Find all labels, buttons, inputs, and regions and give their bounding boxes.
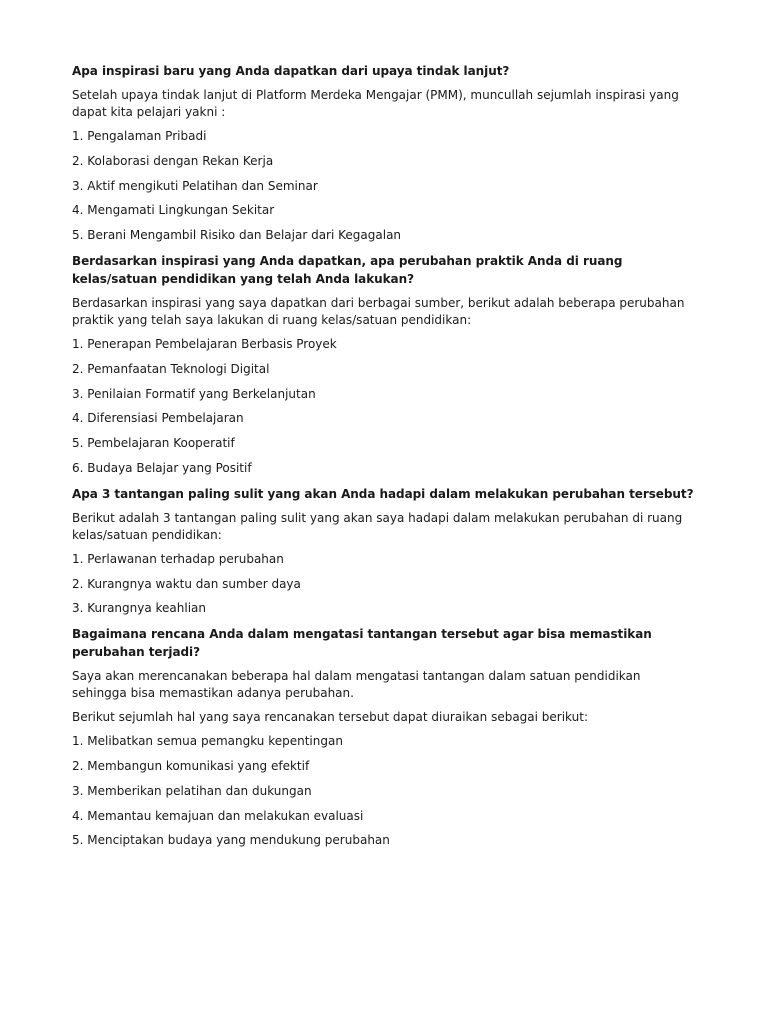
section-paragraph: Berikut adalah 3 tantangan paling sulit yang akan saya hadapi dalam melakukan perubahan di ruang kelas/satuan pendidikan: — [72, 510, 683, 542]
list-item: 3. Kurangnya keahlian — [72, 601, 207, 616]
list-item: 2. Kolaborasi dengan Rekan Kerja — [72, 153, 274, 168]
list-item: 3. Aktif mengikuti Pelatihan dan Seminar — [72, 178, 318, 193]
list-item: 2. Kurangnya waktu dan sumber daya — [72, 576, 301, 591]
list-item: 1. Melibatkan semua pemangku kepentingan — [72, 734, 343, 749]
numbered-list — [72, 733, 696, 849]
list-item: 5. Menciptakan budaya yang mendukung perubahan — [72, 833, 390, 848]
list-item: 2. Pemanfaatan Teknologi Digital — [72, 361, 270, 376]
list-item: 3. Penilaian Formatif yang Berkelanjutan — [72, 386, 316, 401]
list-item: 1. Perlawanan terhadap perubahan — [72, 551, 284, 566]
section-heading: Berdasarkan inspirasi yang Anda dapatkan, apa perubahan praktik Anda di ruang kelas/satuan pendidikan yang telah Anda lakukan? — [72, 253, 623, 286]
list-item: 1. Penerapan Pembelajaran Berbasis Proyek — [72, 336, 337, 351]
section-plan — [72, 625, 696, 849]
section-paragraph: Setelah upaya tindak lanjut di Platform Merdeka Mengajar (PMM), muncullah sejumlah inspirasi yang dapat kita pelajari yakni : — [72, 88, 679, 119]
list-item: 4. Memantau kemajuan dan melakukan evaluasi — [72, 808, 364, 823]
list-item: 5. Pembelajaran Kooperatif — [72, 436, 235, 451]
list-item: 1. Pengalaman Pribadi — [72, 129, 207, 143]
section-practice-changes — [72, 252, 696, 477]
list-item: 2. Membangun komunikasi yang efektif — [72, 758, 310, 773]
document-page — [72, 62, 696, 857]
section-paragraph: Berikut sejumlah hal yang saya rencanakan tersebut dapat diuraikan sebagai berikut: — [72, 710, 588, 725]
section-heading: Bagaimana rencana Anda dalam mengatasi tantangan tersebut agar bisa memastikan perubahan terjadi? — [72, 627, 652, 660]
section-heading: Apa 3 tantangan paling sulit yang akan Anda hadapi dalam melakukan perubahan tersebut? — [72, 486, 694, 501]
section-paragraph: Saya akan merencanakan beberapa hal dalam mengatasi tantangan dalam satuan pendidikan sehingga bisa memastikan adanya perubahan. — [72, 669, 641, 701]
list-item: 4. Mengamati Lingkungan Sekitar — [72, 203, 275, 218]
section-challenges — [72, 485, 696, 618]
list-item: 3. Memberikan pelatihan dan dukungan — [72, 783, 312, 798]
list-item: 5. Berani Mengambil Risiko dan Belajar dari Kegagalan — [72, 228, 402, 243]
list-item: 4. Diferensiasi Pembelajaran — [72, 411, 244, 426]
numbered-list — [72, 336, 696, 477]
section-paragraph: Berdasarkan inspirasi yang saya dapatkan dari berbagai sumber, berikut adalah beberapa perubahan praktik yang telah saya lakukan di ruang kelas/satuan pendidikan: — [72, 295, 685, 327]
section-inspiration — [72, 62, 696, 244]
section-heading: Apa inspirasi baru yang Anda dapatkan dari upaya tindak lanjut? — [72, 64, 510, 78]
numbered-list — [72, 551, 696, 618]
numbered-list — [72, 128, 696, 244]
list-item: 6. Budaya Belajar yang Positif — [72, 460, 252, 475]
